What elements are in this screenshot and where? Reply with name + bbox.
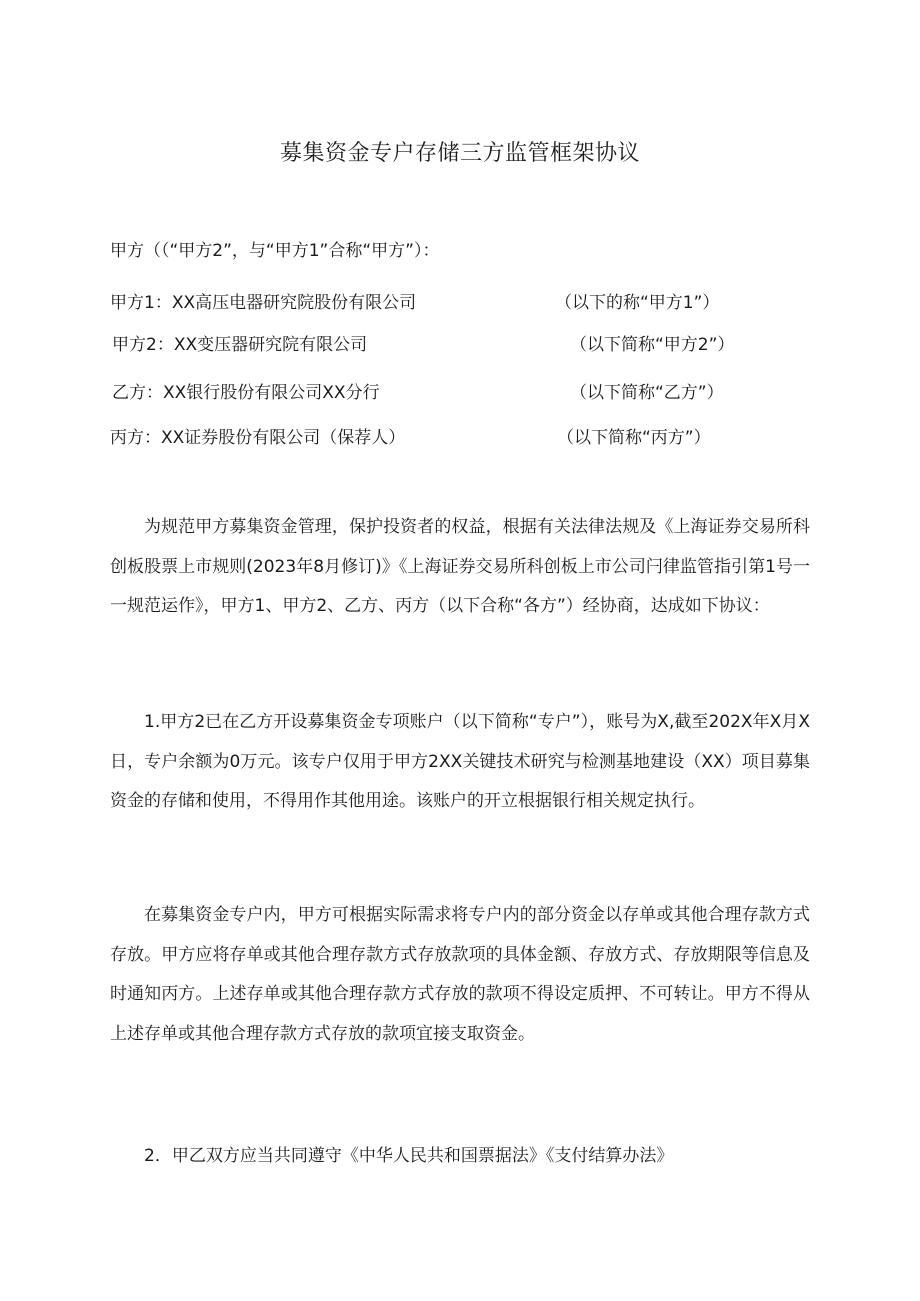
paragraph-preamble: 为规范甲方募集资金管理，保护投资者的权益，根据有关法律法规及《上海证券交易所科创板股票上市规则(2023年8月修订)》《上海证券交易所科创板上市公司闩律监管指引第1号一一规范运作》，甲方1、甲方2、乙方、丙方（以下合称“各方”）经协商，达成如下协议： <box>110 517 810 616</box>
party-name: 丙方：XX证券股份有限公司（保荐人） <box>110 428 406 448</box>
party-name: 甲方1：XX高压电器研究院股份有限公司 <box>110 293 417 313</box>
party-alias: （以下简称“乙方”） <box>570 383 724 403</box>
party-alias: （以下简称“丙方”） <box>557 428 711 448</box>
party-row <box>0 288 920 318</box>
party-row <box>0 330 920 360</box>
paragraph-clause-2: 2．甲乙双方应当共同遵守《中华人民共和国票据法》《支付结算办法》 <box>144 1146 674 1166</box>
party-intro: 甲方（（“甲方2”，与“甲方1”合称“甲方”）： <box>110 241 440 261</box>
paragraph-clause-1-deposit: 在募集资金专户内，甲方可根据实际需求将专户内的部分资金以存单或其他合理存款方式存放。甲方应将存单或其他合理存款方式存放款项的具体金额、存放方式、存放期限等信息及时通知丙方。上述存单或其他合理存款方式存放的款项不得设定质押、不可转让。甲方不得从上述存单或其他合理存款方式存放的款项宜接支取资金。 <box>110 905 810 1044</box>
party-alias: （以下简称“甲方2”） <box>570 335 735 355</box>
party-alias: （以下的称“甲方1”） <box>555 293 720 313</box>
party-name: 乙方：XX银行股份有限公司XX分行 <box>112 383 380 403</box>
party-name: 甲方2：XX变压器研究院有限公司 <box>112 335 368 355</box>
party-row <box>0 423 920 453</box>
party-row <box>0 378 920 408</box>
document-title: 募集资金专户存储三方监管框架协议 <box>279 141 640 166</box>
paragraph-clause-1: 1.甲方2已在乙方开设募集资金专项账户（以下简称“专户”），账号为X,截至202X年X月X日，专户余额为0万元。该专户仅用于甲方2XX关键技术研究与检测基地建设（XX）项目募集资金的存储和使用，不得用作其他用途。该账户的开立根据银行相关规定执行。 <box>110 712 810 811</box>
